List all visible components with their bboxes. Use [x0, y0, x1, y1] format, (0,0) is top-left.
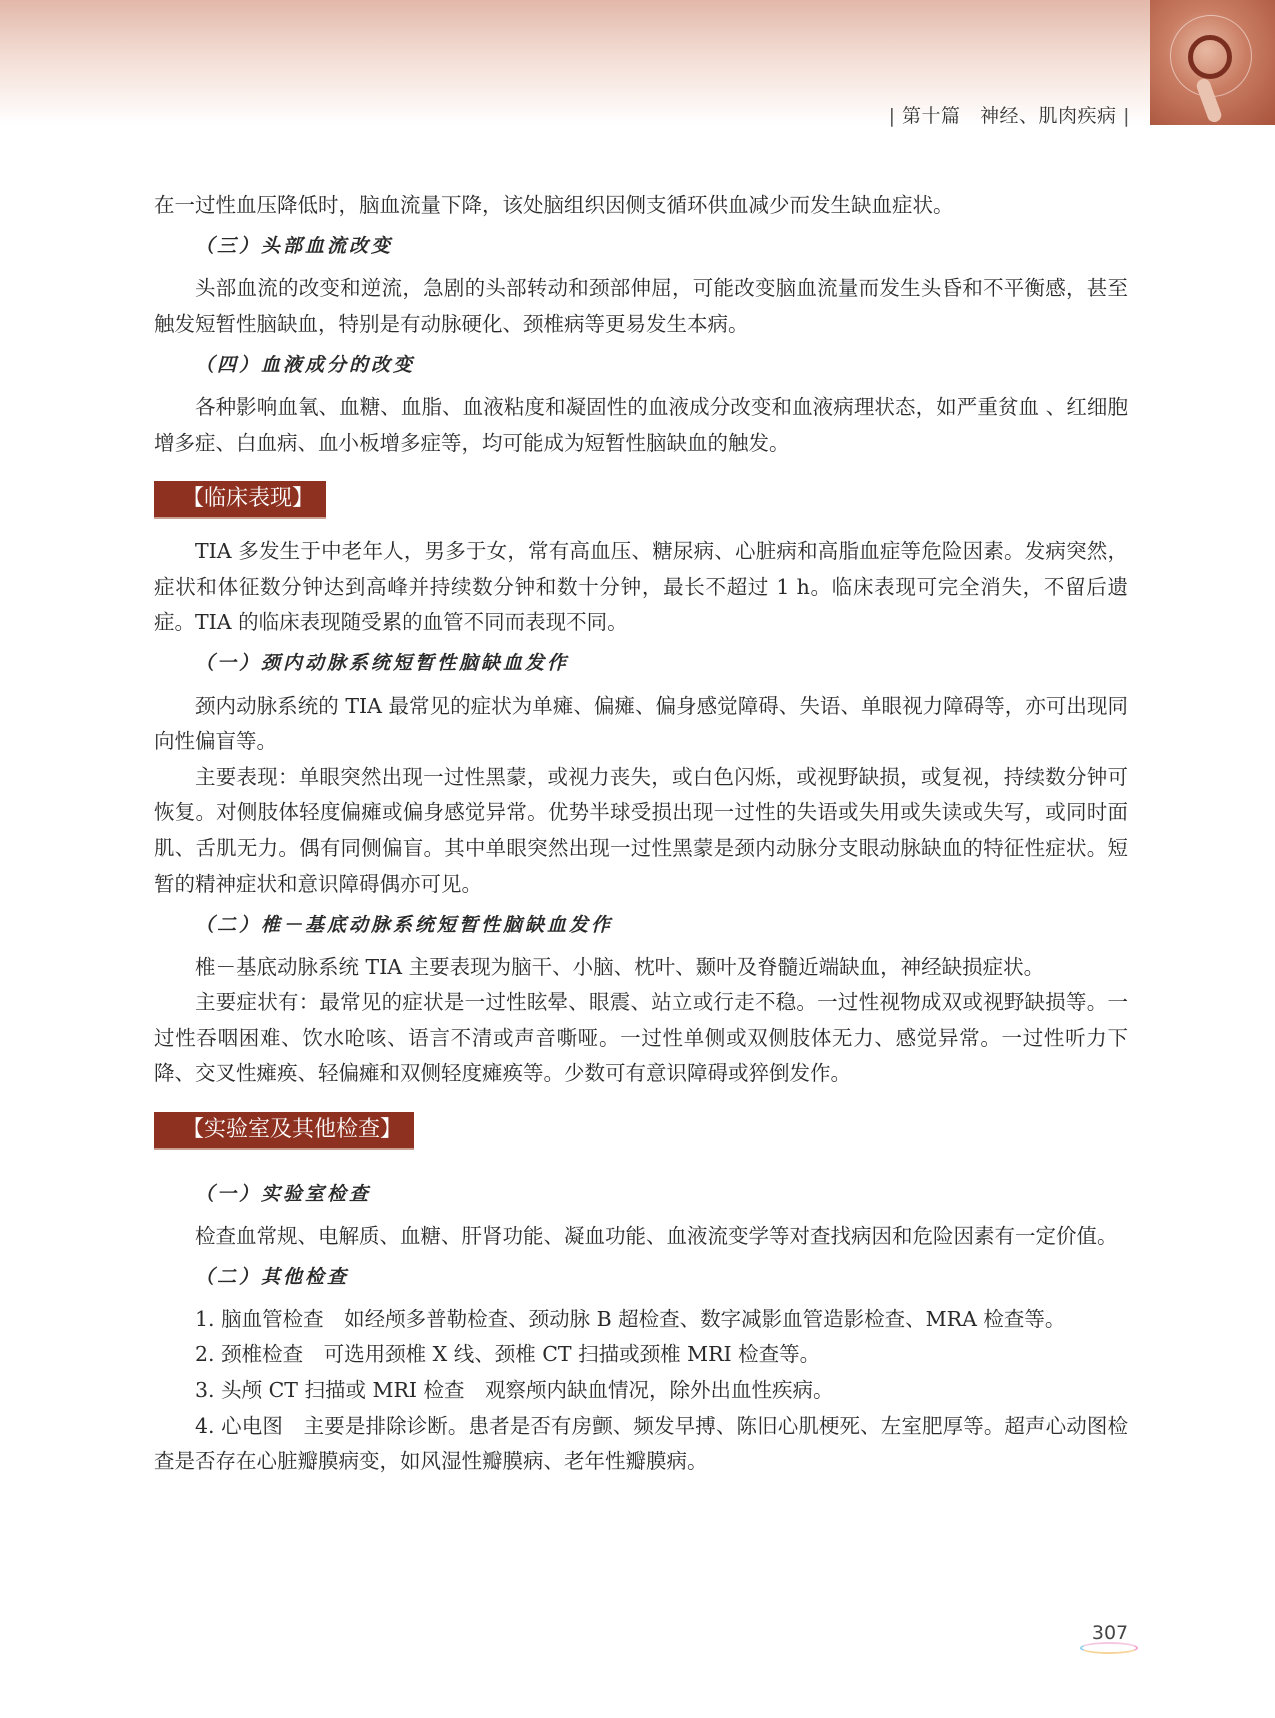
- subheading: （一）实验室检查: [195, 1182, 372, 1205]
- paragraph: 头部血流的改变和逆流，急剧的头部转动和颈部伸屈，可能改变脑血流量而发生头昏和不平衡感，甚至触发短暂性脑缺血，特别是有动脉硬化、颈椎病等更易发生本病。: [154, 276, 1128, 336]
- page-number: [1080, 1622, 1140, 1644]
- list-item: 1. 脑血管检查 如经颅多普勒检查、颈动脉 B 超检查、数字减影血管造影检查、MRA 检查等。: [195, 1306, 1066, 1331]
- section-heading-lab: 【实验室及其他检查】: [154, 1112, 414, 1150]
- running-header: | 第十篇 神经、肌肉疾病 |: [888, 105, 1130, 127]
- paragraph: 各种影响血氧、血糖、血脂、血液粘度和凝固性的血液成分改变和血液病理状态，如严重贫血 、红细胞增多症、白血病、血小板增多症等，均可能成为短暂性脑缺血的触发。: [154, 394, 1128, 455]
- section-heading-clinical: 【临床表现】: [154, 481, 326, 519]
- subheading: （二）椎－基底动脉系统短暂性脑缺血发作: [195, 913, 614, 936]
- list-item: 4. 心电图 主要是排除诊断。患者是否有房颤、频发早搏、陈旧心肌梗死、左室肥厚等。超声心动图检查是否存在心脏瓣膜病变，如风湿性瓣膜病、老年性瓣膜病。: [154, 1413, 1128, 1474]
- page-body: [154, 188, 1128, 1480]
- paragraph: 主要表现：单眼突然出现一过性黑蒙，或视力丧失，或白色闪烁，或视野缺损，或复视，持续数分钟可恢复。对侧肢体轻度偏瘫或偏身感觉异常。优势半球受损出现一过性的失语或失用或失读或失写，或同时面肌、舌肌无力。偶有同侧偏盲。其中单眼突然出现一过性黑蒙是颈内动脉分支眼动脉缺血的特征性症状。短暂的精神症状和意识障碍偶亦可见。: [154, 764, 1128, 896]
- paragraph: 颈内动脉系统的 TIA 最常见的症状为单瘫、偏瘫、偏身感觉障碍、失语、单眼视力障碍等，亦可出现同向性偏盲等。: [154, 693, 1128, 754]
- subheading: （三）头部血流改变: [195, 235, 394, 258]
- page-number-text: 307: [1091, 1622, 1129, 1644]
- list-item: 3. 头颅 CT 扫描或 MRI 检查 观察颅内缺血情况，除外出血性疾病。: [195, 1378, 834, 1403]
- paragraph: 椎－基底动脉系统 TIA 主要表现为脑干、小脑、枕叶、颞叶及脊髓近端缺血，神经缺损症状。: [195, 954, 1045, 979]
- paragraph: 检查血常规、电解质、血糖、肝肾功能、凝血功能、血液流变学等对查找病因和危险因素有一定价值。: [195, 1223, 1118, 1248]
- paragraph: TIA 多发生于中老年人，男多于女，常有高血压、糖尿病、心脏病和高脂血症等危险因素。发病突然，症状和体征数分钟达到高峰并持续数分钟和数十分钟，最长不超过 1 h。临床表现可完全消失，不留后遗症。TIA 的临床表现随受累的血管不同而表现不同。: [154, 539, 1128, 635]
- stethoscope-decoration-icon: [1150, 0, 1275, 125]
- subheading: （一）颈内动脉系统短暂性脑缺血发作: [195, 652, 570, 675]
- subheading: （四）血液成分的改变: [195, 353, 416, 376]
- paragraph: 主要症状有：最常见的症状是一过性眩晕、眼震、站立或行走不稳。一过性视物成双或视野缺损等。一过性吞咽困难、饮水呛咳、语言不清或声音嘶哑。一过性单侧或双侧肢体无力、感觉异常。一过性听力下降、交叉性瘫痪、轻偏瘫和双侧轻度瘫痪等。少数可有意识障碍或猝倒发作。: [154, 990, 1128, 1086]
- paragraph: 在一过性血压降低时，脑血流量下降，该处脑组织因侧支循环供血减少而发生缺血症状。: [154, 193, 954, 217]
- running-title: 第十篇 神经、肌肉疾病: [902, 105, 1117, 127]
- subheading: （二）其他检查: [195, 1265, 350, 1288]
- list-item: 2. 颈椎检查 可选用颈椎 X 线、颈椎 CT 扫描或颈椎 MRI 检查等。: [195, 1342, 821, 1367]
